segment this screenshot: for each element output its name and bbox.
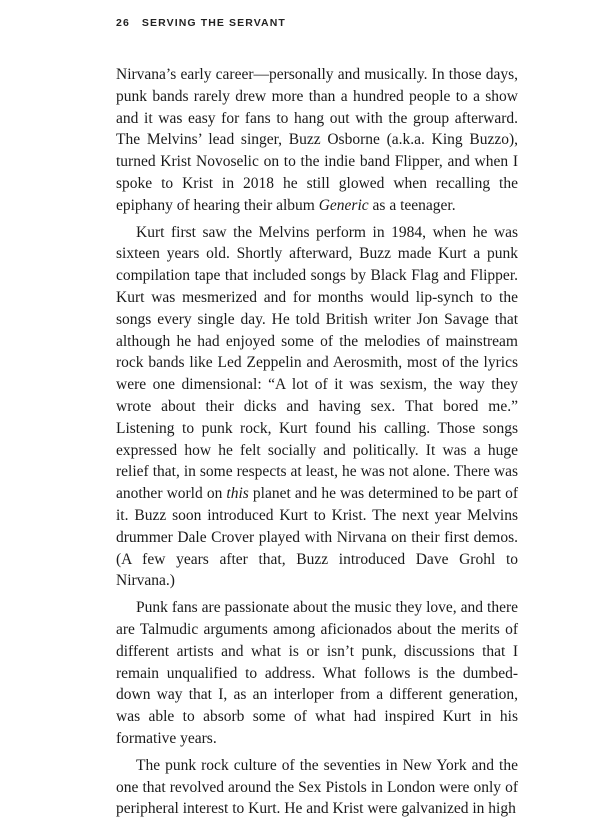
body-text	[116, 64, 518, 820]
paragraph-2: Kurt first saw the Melvins perform in 1984, when he was sixteen years old. Shortly afterward, Buzz made Kurt a punk compilation tape that included songs by Black Flag and Flipper. Kurt was mesmerized and for months would lip-synch to the songs every single day. He told British writer Jon Savage that although he had enjoyed some of the melodies of mainstream rock bands like Led Zeppelin and Aerosmith, most of the lyrics were one dimensional: “A lot of it was sexism, the way they wrote about their dicks and having sex. That bored me.” Listening to punk rock, Kurt found his calling. Those songs expressed how he felt socially and politically. It was a huge relief that, in some respects at least, he was not alone. There was another world on this planet and he was determined to be part of it. Buzz soon introduced Kurt to Krist. The next year Melvins drummer Dale Crover played with Nirvana on their first demos. (A few years after that, Buzz introduced Dave Grohl to Nirvana.)	[116, 223, 519, 590]
paragraph-3: Punk fans are passionate about the music they love, and there are Talmudic arguments among aficionados about the merits of different artists and what is or isn’t punk, discussions that I remain unqualified to address. What follows is the dumbed-down way that I, as an interloper from a different generation, was able to absorb some of what had inspired Kurt in his formative years.	[116, 599, 518, 747]
running-title: SERVING THE SERVANT	[141, 17, 286, 29]
running-header	[116, 17, 286, 29]
paragraph-1: Nirvana’s early career—personally and musically. In those days, punk bands rarely drew more than a hundred people to a show and it was easy for fans to hang out with the group afterward. The Melvins’ lead singer, Buzz Osborne (a.k.a. King Buzzo), turned Krist Novoselic on to the indie band Flipper, and when I spoke to Krist in 2018 he still glowed when recalling the epiphany of hearing their album Generic as a teenager.	[116, 66, 518, 214]
page-number: 26	[116, 17, 130, 29]
paragraph-4: The punk rock culture of the seventies in New York and the one that revolved around the Sex Pistols in London were only of peripheral interest to Kurt. He and Krist were galvanized in high	[116, 756, 518, 818]
